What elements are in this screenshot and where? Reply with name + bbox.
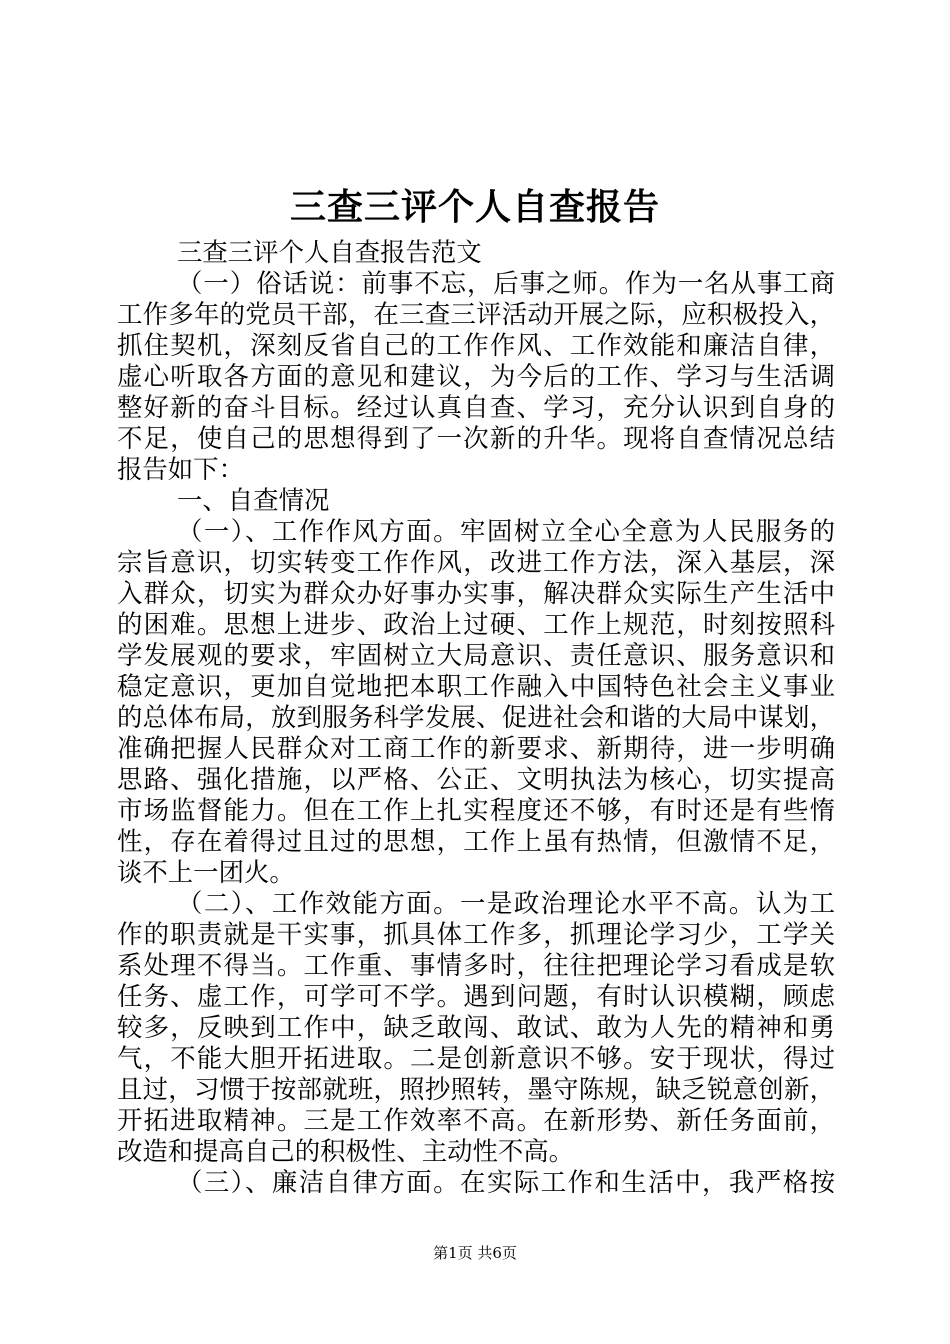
body-line: 市场监督能力。但在工作上扎实程度还不够，有时还是有些惰 <box>117 795 835 825</box>
body-line: 入群众，切实为群众办好事办实事，解决群众实际生产生活中 <box>117 578 835 608</box>
body-line: 虚心听取各方面的意见和建议，为今后的工作、学习与生活调 <box>117 361 835 391</box>
body-line: （一）、工作作风方面。牢固树立全心全意为人民服务的 <box>177 516 835 546</box>
body-line: 宗旨意识，切实转变工作作风，改进工作方法，深入基层，深 <box>117 547 835 577</box>
body-line: 作的职责就是干实事，抓具体工作多，抓理论学习少，工学关 <box>117 919 835 949</box>
body-line: 气，不能大胆开拓进取。二是创新意识不够。安于现状，得过 <box>117 1043 835 1073</box>
body-line: （一）俗话说：前事不忘，后事之师。作为一名从事工商 <box>177 268 835 298</box>
body-line: 思路、强化措施，以严格、公正、文明执法为核心，切实提高 <box>117 764 835 794</box>
body-line: 任务、虚工作，可学可不学。遇到问题，有时认识模糊，顾虑 <box>117 981 835 1011</box>
subtitle-line: 三查三评个人自查报告范文 <box>177 237 482 267</box>
body-line: 的总体布局，放到服务科学发展、促进社会和谐的大局中谋划， <box>117 702 835 732</box>
body-line: 谈不上一团火。 <box>117 857 295 887</box>
page-footer: 第1页 共6页 <box>433 1244 517 1262</box>
body-line: 不足，使自己的思想得到了一次新的升华。现将自查情况总结 <box>117 423 835 453</box>
body-line: 稳定意识，更加自觉地把本职工作融入中国特色社会主义事业 <box>117 671 835 701</box>
body-line: 学发展观的要求，牢固树立大局意识、责任意识、服务意识和 <box>117 640 835 670</box>
body-line: 性，存在着得过且过的思想，工作上虽有热情，但激情不足， <box>117 826 835 856</box>
body-line: （三）、廉洁自律方面。在实际工作和生活中，我严格按 <box>177 1167 835 1197</box>
body-line: 较多，反映到工作中，缺乏敢闯、敢试、敢为人先的精神和勇 <box>117 1012 835 1042</box>
body-line: 系处理不得当。工作重、事情多时，往往把理论学习看成是软 <box>117 950 835 980</box>
body-line: 且过，习惯于按部就班，照抄照转，墨守陈规，缺乏锐意创新， <box>117 1074 835 1104</box>
section-heading: 一、自查情况 <box>177 485 330 515</box>
body-line: 的困难。思想上进步、政治上过硬、工作上规范，时刻按照科 <box>117 609 835 639</box>
body-line: 准确把握人民群众对工商工作的新要求、新期待，进一步明确 <box>117 733 835 763</box>
body-line: 工作多年的党员干部，在三查三评活动开展之际，应积极投入， <box>117 299 835 329</box>
body-line: 改造和提高自己的积极性、主动性不高。 <box>117 1136 575 1166</box>
body-line: 整好新的奋斗目标。经过认真自查、学习，充分认识到自身的 <box>117 392 835 422</box>
body-line: （二）、工作效能方面。一是政治理论水平不高。认为工 <box>177 888 835 918</box>
document-title: 三查三评个人自查报告 <box>289 186 660 228</box>
body-line: 抓住契机，深刻反省自己的工作作风、工作效能和廉洁自律， <box>117 330 835 360</box>
document-body <box>117 237 835 1198</box>
body-line: 开拓进取精神。三是工作效率不高。在新形势、新任务面前， <box>117 1105 835 1135</box>
body-line: 报告如下： <box>117 454 244 484</box>
